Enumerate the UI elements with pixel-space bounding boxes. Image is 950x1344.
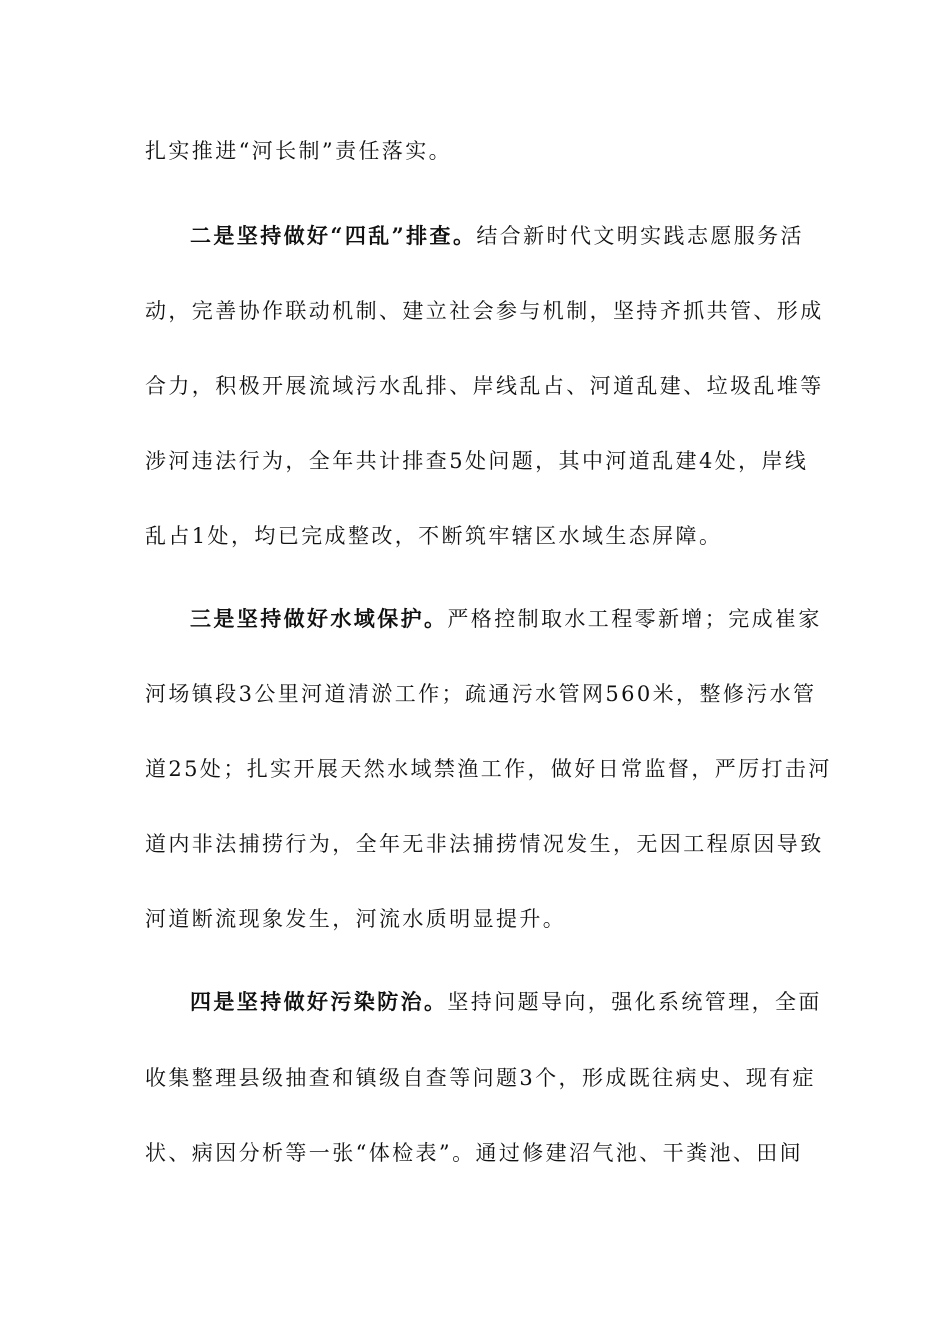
paragraph-3-line-1	[190, 604, 822, 634]
paragraph-2-line-2	[145, 296, 824, 326]
paragraph-2-line-5	[145, 521, 805, 551]
paragraph-3-line-3	[145, 754, 832, 784]
paragraph-2-line-1	[190, 221, 805, 251]
paragraph-2-line-3	[145, 371, 824, 401]
line-text: 结合新时代文明实践志愿服务活	[476, 224, 804, 248]
paragraph-4-line-3	[145, 1138, 805, 1168]
line-text: 收集整理县级抽查和镇级自查等问题3个，形成既往病史、现有症	[145, 1066, 816, 1090]
paragraph-3-heading: 三是坚持做好水域保护。	[190, 606, 448, 631]
line-text: 涉河违法行为，全年共计排查5处问题，其中河道乱建4处，岸线	[145, 449, 809, 473]
line-text: 乱占1处，均已完成整改，不断筑牢辖区水域生态屏障。	[145, 524, 723, 548]
line-text: 合力，积极开展流域污水乱排、岸线乱占、河道乱建、垃圾乱堆等	[145, 374, 824, 398]
paragraph-4-heading: 四是坚持做好污染防治。	[190, 989, 448, 1014]
line-text: 状、病因分析等一张“体检表”。通过修建沼气池、干粪池、田间	[145, 1141, 804, 1165]
line-text: 严格控制取水工程零新增；完成崔家	[447, 607, 822, 631]
paragraph-3-line-5	[145, 904, 805, 934]
paragraph-4-line-2	[145, 1063, 816, 1093]
paragraph-1-line-1	[145, 136, 805, 166]
line-text: 坚持问题导向，强化系统管理，全面	[447, 990, 822, 1014]
line-text: 扎实推进“河长制”责任落实。	[145, 139, 453, 163]
paragraph-3-line-4	[145, 829, 824, 859]
line-text: 河道断流现象发生，河流水质明显提升。	[145, 907, 567, 931]
line-text: 道25处；扎实开展天然水域禁渔工作，做好日常监督，严厉打击河	[145, 757, 832, 781]
paragraph-4-line-1	[190, 987, 822, 1017]
line-text: 河场镇段3公里河道清淤工作；疏通污水管网560米，整修污水管	[145, 682, 817, 706]
line-text: 动，完善协作联动机制、建立社会参与机制，坚持齐抓共管、形成	[145, 299, 824, 323]
paragraph-2-line-4	[145, 446, 809, 476]
line-text: 道内非法捕捞行为，全年无非法捕捞情况发生，无因工程原因导致	[145, 832, 824, 856]
paragraph-3-line-2	[145, 679, 817, 709]
paragraph-2-heading: 二是坚持做好“四乱”排查。	[190, 223, 477, 248]
